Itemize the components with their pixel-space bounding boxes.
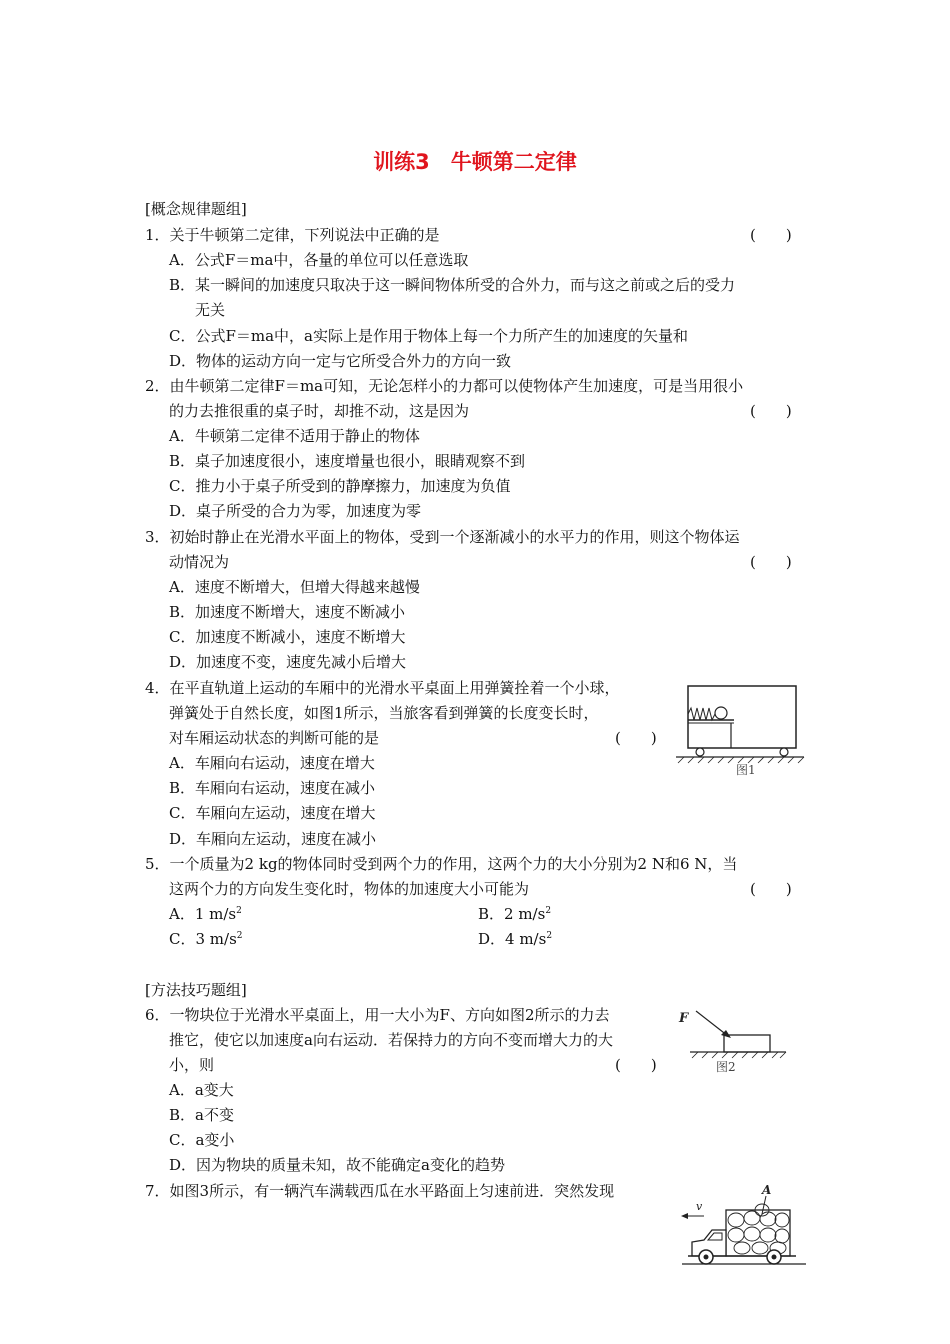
q7-stem: 7．如图3所示，有一辆汽车满载西瓜在水平路面上匀速前进．突然发现 xyxy=(145,1182,615,1200)
q2-option-c: C．推力小于桌子所受到的静摩擦力，加速度为负值 xyxy=(169,477,511,495)
q4-option-b: B．车厢向右运动，速度在减小 xyxy=(169,779,376,797)
section-heading-methods: [方法技巧题组] xyxy=(145,981,247,999)
q5-stem-cont: 这两个力的方向发生变化时，物体的加速度大小可能为 xyxy=(169,880,530,898)
q6-option-c: C．a变小 xyxy=(169,1131,235,1149)
q3-option-b: B．加速度不断增大，速度不断减小 xyxy=(169,603,406,621)
q3-stem: 3．初始时静止在光滑水平面上的物体，受到一个逐渐减小的水平力的作用，则这个物体运 xyxy=(145,528,740,546)
q6-stem: 6．一物块位于光滑水平桌面上，用一大小为F、方向如图2所示的力去 xyxy=(145,1006,610,1024)
q1-option-a: A．公式F＝ma中，各量的单位可以任意选取 xyxy=(169,251,469,269)
figure-2-label: 图2 xyxy=(716,1060,736,1073)
q3-option-a: A．速度不断增大，但增大得越来越慢 xyxy=(169,578,420,596)
q2-stem-cont: 的力去推很重的桌子时，却推不动，这是因为 xyxy=(169,402,470,420)
q2-option-a: A．牛顿第二定律不适用于静止的物体 xyxy=(169,427,420,445)
q1-option-c: C．公式F＝ma中，a实际上是作用于物体上每一个力所产生的加速度的矢量和 xyxy=(169,327,688,345)
figure-2-block-force xyxy=(676,1005,796,1073)
label-v: v xyxy=(696,1200,703,1213)
q5-option-c: C．3 $m/s^2$ xyxy=(169,930,243,948)
q4-answer-paren: ( ) xyxy=(615,729,657,747)
q5-answer-paren: ( ) xyxy=(750,880,792,898)
q1-option-b: B．某一瞬间的加速度只取决于这一瞬间物体所受的合外力，而与这之前或之后的受力 xyxy=(169,276,736,294)
q3-answer-paren: ( ) xyxy=(750,553,792,571)
section-heading-concepts: [概念规律题组] xyxy=(145,200,247,218)
q5-stem: 5．一个质量为2 kg的物体同时受到两个力的作用，这两个力的大小分别为2 N和6 N，当 xyxy=(145,855,738,873)
q6-option-b: B．a不变 xyxy=(169,1106,234,1124)
q4-option-d: D．车厢向左运动，速度在减小 xyxy=(169,830,377,848)
q6-stem-cont-1: 推它，使它以加速度a向右运动．若保持力的方向不变而增大力的大 xyxy=(169,1031,613,1049)
q3-option-d: D．加速度不变，速度先减小后增大 xyxy=(169,653,407,671)
q6-stem-cont-2: 小，则 xyxy=(169,1056,215,1074)
q3-option-c: C．加速度不断减小，速度不断增大 xyxy=(169,628,406,646)
q2-option-d: D．桌子所受的合力为零，加速度为零 xyxy=(169,502,422,520)
force-f-label: F xyxy=(679,1011,689,1026)
q6-answer-paren: ( ) xyxy=(615,1056,657,1074)
q2-answer-paren: ( ) xyxy=(750,402,792,420)
q4-stem-cont-1: 弹簧处于自然长度，如图1所示，当旅客看到弹簧的长度变长时， xyxy=(169,704,599,722)
q4-stem-cont-2: 对车厢运动状态的判断可能的是 xyxy=(169,729,380,747)
q1-answer-paren: ( ) xyxy=(750,226,792,244)
q1-stem: 1．关于牛顿第二定律，下列说法中正确的是 xyxy=(145,226,440,244)
q2-option-b: B．桌子加速度很小，速度增量也很小，眼睛观察不到 xyxy=(169,452,526,470)
q4-option-a: A．车厢向右运动，速度在增大 xyxy=(169,754,375,772)
q1-option-b-cont: 无关 xyxy=(195,301,226,319)
q4-stem: 4．在平直轨道上运动的车厢中的光滑水平桌面上用弹簧拴着一个小球， xyxy=(145,679,620,697)
q3-stem-cont: 动情况为 xyxy=(169,553,230,571)
label-a: A xyxy=(762,1183,772,1197)
figure-1-label: 图1 xyxy=(736,763,756,777)
page-title: 训练3 牛顿第二定律 xyxy=(373,150,577,174)
q4-option-c: C．车厢向左运动，速度在增大 xyxy=(169,804,376,822)
q6-option-a: A．a变大 xyxy=(169,1081,234,1099)
q5-option-a: A．1 $m/s^2$ xyxy=(169,905,242,923)
figure-3-truck xyxy=(678,1180,810,1268)
q6-option-d: D．因为物块的质量未知，故不能确定a变化的趋势 xyxy=(169,1156,505,1174)
q1-option-d: D．物体的运动方向一定与它所受合外力的方向一致 xyxy=(169,352,512,370)
q5-option-d: D．4 $m/s^2$ xyxy=(478,930,553,948)
q5-option-b: B．2 $m/s^2$ xyxy=(478,905,552,923)
figure-1-carriage xyxy=(676,682,810,778)
q2-stem: 2．由牛顿第二定律F＝ma可知，无论怎样小的力都可以使物体产生加速度，可是当用很小 xyxy=(145,377,744,395)
